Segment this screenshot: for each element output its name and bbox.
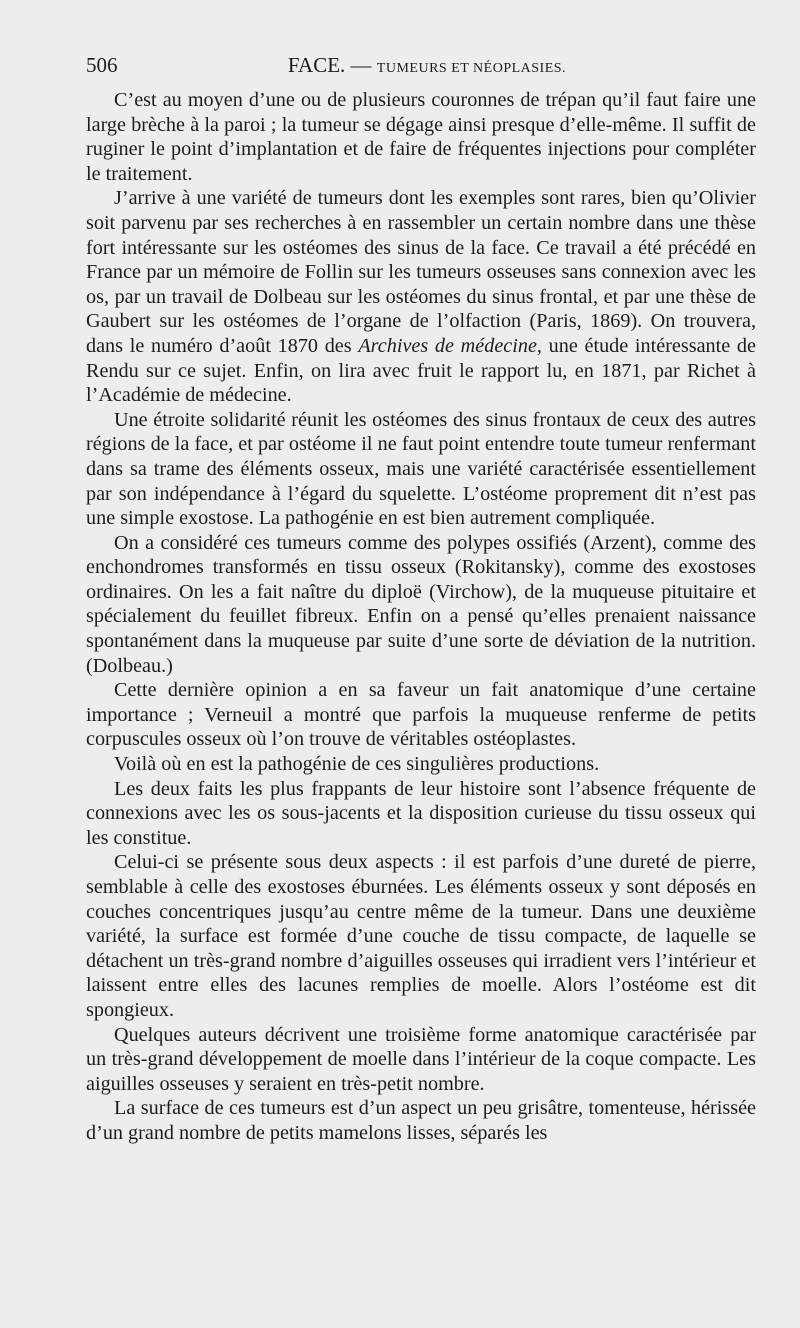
paragraph-pathogenie: Voilà où en est la pathogénie de ces singulières productions. xyxy=(114,753,600,776)
running-head-separator: — xyxy=(350,53,372,77)
paragraph-theories: On a considéré ces tumeurs comme des polypes ossifiés (Arzent), comme des enchondromes transformés en tissu osseux (Rokitansky), comme des exostoses ordinaires. On les a fait naître du diploë (Virchow), de la muqueuse pituitaire et spécialement du feuillet fibreux. Enfin on a pensé qu’elles prenaient naissance spontanément dans la muqueuse par suite d’une sorte de déviation de la nutrition. (Dolbeau.) xyxy=(86,531,756,677)
body-text xyxy=(86,88,756,1146)
running-head-sub: TUMEURS ET NÉOPLASIES. xyxy=(376,61,567,76)
paragraph-trepan: C’est au moyen d’une ou de plusieurs couronnes de trépan qu’il faut faire une large brèche à la paroi ; la tumeur se dégage ainsi presque d’elle-même. Il suffit de ruginer le point d’implantation et de faire de fréquentes injections pour compléter le traitement. xyxy=(86,89,756,185)
page-header xyxy=(86,50,758,80)
running-head xyxy=(86,50,758,84)
running-head-main: FACE. xyxy=(287,53,346,77)
paragraph-faits: Les deux faits les plus frappants de leur histoire sont l’absence fréquente de connexions avec les os sous-jacents et la disposition curieuse du tissu osseux qui les constitue. xyxy=(86,777,756,849)
journal-title: Archives de médecine xyxy=(358,334,537,357)
paragraph-osteomes-intro-text-end: , une étude intéressante de Rendu sur ce sujet. Enfin, on lira avec fruit le rapport lu, en 1871, par Richet à l’Académie de médecine. xyxy=(86,334,756,407)
paragraph-aspects: Celui-ci se présente sous deux aspects : il est parfois d’une dureté de pierre, semblable à celle des exostoses éburnées. Les éléments osseux y sont déposés en couches concentriques jusqu’au centre même de la tumeur. Dans une deuxième variété, la surface est formée d’une couche de tissu compacte, de laquelle se détachent un très-grand nombre d’aiguilles osseuses qui irradient vers l’intérieur et laissent entre elles des lacunes remplies de moelle. Alors l’ostéome est dit spongieux. xyxy=(86,851,756,1021)
paragraph-solidarite: Une étroite solidarité réunit les ostéomes des sinus frontaux de ceux des autres régions de la face, et par ostéome il ne faut point entendre toute tumeur renfermant dans sa trame des éléments osseux, mais une variété caractérisée essentiellement par son indépendance à l’égard du squelette. L’ostéome proprement dit n’est pas une simple exostose. La pathogénie en est bien autrement compliquée. xyxy=(86,408,756,530)
paragraph-troisieme-forme: Quelques auteurs décrivent une troisième forme anatomique caractérisée par un très-grand développement de moelle dans l’intérieur de la coque compacte. Les aiguilles osseuses y seraient en très-petit nombre. xyxy=(86,1023,756,1095)
paragraph-osteomes-intro xyxy=(86,186,756,407)
paragraph-surface: La surface de ces tumeurs est d’un aspect un peu grisâtre, tomenteuse, hérissée d’un grand nombre de petits mamelons lisses, séparés les xyxy=(86,1097,756,1144)
paragraph-verneuil: Cette dernière opinion a en sa faveur un fait anatomique d’une certaine importance ; Verneuil a montré que parfois la muqueuse renferme de petits corpuscules osseux où l’on trouve de véritables ostéoplastes. xyxy=(86,679,756,751)
page-number: 506 xyxy=(86,53,118,77)
paragraph-osteomes-intro-text: J’arrive à une variété de tumeurs dont les exemples sont rares, bien qu’Olivier soit parvenu par ses recherches à en rassembler un certain nombre dans une thèse fort intéressante sur les ostéomes des sinus de la face. Ce travail a été précédé en France par un mémoire de Follin sur les tumeurs osseuses sans connexion avec les os, par un travail de Dolbeau sur les ostéomes du sinus frontal, et par une thèse de Gaubert sur les ostéomes de l’organe de l’olfaction (Paris, 1869). On trouvera, dans le numéro d’août 1870 des xyxy=(86,187,756,357)
